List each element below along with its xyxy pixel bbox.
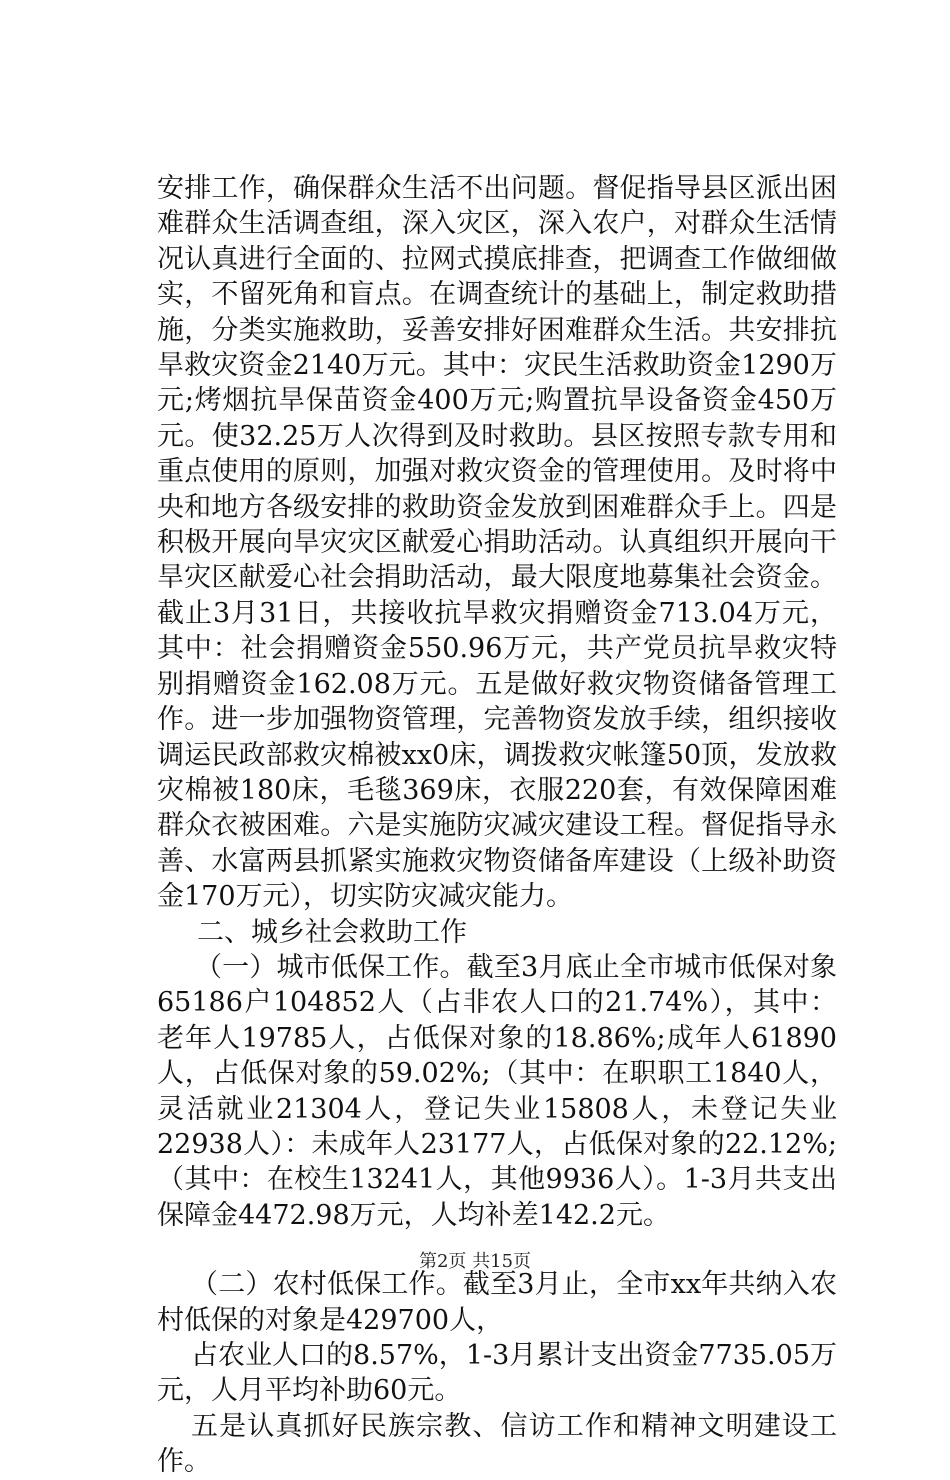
paragraph-ethnic-religion: 五是认真抓好民族宗教、信访工作和精神文明建设工作。 [157, 1410, 837, 1478]
document-body [157, 171, 837, 1480]
section-heading-social-assistance: 二、城乡社会救助工作 [197, 916, 467, 948]
paragraph-rural-dibao-cont: 占农业人口的8.57%，1-3月累计支出资金7735.05万元，人月平均补助60元。 [157, 1340, 837, 1407]
paragraph-disaster-relief: 安排工作，确保群众生活不出问题。督促指导县区派出困难群众生活调查组，深入灾区，深入农户，对群众生活情况认真进行全面的、拉网式摸底排查，把调查工作做细做实，不留死角和盲点。在调查统计的基础上，制定救助措施，分类实施救助，妥善安排好困难群众生活。共安排抗旱救灾资金2140万元。其中：灾民生活救助资金1290万元;烤烟抗旱保苗资金400万元;购置抗旱设备资金450万元。使32.25万人次得到及时救助。县区按照专款专用和重点使用的原则，加强对救灾资金的管理使用。及时将中央和地方各级安排的救助资金发放到困难群众手上。四是积极开展向旱灾灾区献爱心捐助活动。认真组织开展向干旱灾区献爱心社会捐助活动，最大限度地募集社会资金。截止3月31日，共接收抗旱救灾捐赠资金713.04万元，其中：社会捐赠资金550.96万元，共产党员抗旱救灾特别捐赠资金162.08万元。五是做好救灾物资储备管理工作。进一步加强物资管理，完善物资发放手续，组织接收调运民政部救灾棉被xx0床，调拨救灾帐篷50顶，发放救灾棉被180床，毛毯369床，衣服220套，有效保障困难群众衣被困难。六是实施防灾减灾建设工程。督促指导永善、水富两县抓紧实施救灾物资储备库建设（上级补助资金170万元），切实防灾减灾能力。 [157, 173, 837, 913]
paragraph-urban-dibao: （一）城市低保工作。截至3月底止全市城市低保对象65186户104852人（占非农人口的21.74%），其中：老年人19785人，占低保对象的18.86%;成年人61890人，占低保对象的59.02%;（其中：在职职工1840人，灵活就业21304人，登记失业15808人，未登记失业22938人）：未成年人23177人，占低保对象的22.12%;（其中：在校生13241人，其他9936人）。1-3月共支出保障金4472.98万元，人均补差142.2元。 [157, 951, 837, 1231]
page-number-footer: 第2页 共15页 [418, 1251, 532, 1272]
paragraph-rural-dibao: （二）农村低保工作。截至3月止，全市xx年共纳入农村低保的对象是429700人， [157, 1269, 837, 1336]
